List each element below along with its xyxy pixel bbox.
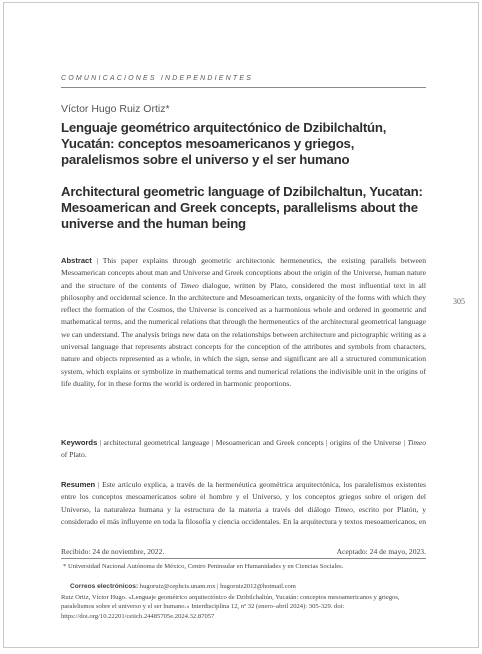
keywords-text-end: of Plato. (61, 450, 87, 460)
abstract-label: Abstract (61, 256, 92, 265)
resumen-text: | Este artículo explica, a través de la hermenéutica geométrica arquitectónica, los paralelismos existentes entre los conceptos mesoamericanos sobre el hombre y el Universo, y los conceptos griegos sobre el origen del Universo, la naturaleza humana y la estructura de la materia a través del diálogo (61, 480, 426, 514)
title-spanish: Lenguaje geométrico arquitectónico de Dzibilchaltún, Yucatán: conceptos mesoamericanos y griegos, paralelismos sobre el universo y el ser humano (61, 120, 387, 167)
email-text[interactable]: hugoruiz@cephcis.unam.mx | hugoruiz2012@hotmail.com (138, 583, 296, 590)
section-label: COMUNICACIONES INDEPENDIENTES (61, 75, 254, 82)
received-date: Recibido: 24 de noviembre, 2022. (61, 547, 165, 556)
keywords-text: | architectural geometrical language | Mesoamerican and Greek concepts | origins of the Universe | (97, 438, 408, 447)
title-english: Architectural geometric language of Dzibilchaltun, Yucatan: Mesoamerican and Greek concepts, parallelisms about the universe and the human being (61, 184, 423, 231)
dates-row (61, 547, 426, 556)
footnote-affiliation: * Universidad Nacional Autónoma de México, Centro Peninsular en Humanidades y en Ciencias Sociales. (63, 563, 344, 570)
keywords-label: Keywords (61, 438, 98, 447)
page-number: 305 (453, 297, 465, 306)
footnote-rule (61, 558, 426, 559)
resumen-text-end: , escrito por Platón, y considerado el más influyente en toda la filosofía y ciencia occidentales. En la arquitectura y textos mesoamericanos, en (61, 504, 426, 526)
abstract-text-end: dialogue, written by Plato, considered the most influential text in all philosophy and occidental science. In the architecture and Mesoamerican texts, organicity of the forms with which they reflect the formation of the Cosmos, the Universe is conceived as a harmonious whole and ordered in geometric and mathematical terms, and the numerical relations that through the hermeneutics of the architectural geometrical language we can understand. The analysis brings new data on the relationships between architecture and pictographic writing as a universal language that represents abstract concepts for the conception of the attributes and symbols from characters, nature and objects represented as a whole, in which the sign, sense and significant are all a structured communication system, which explains or symbolize in mathematical terms and numerical relations the indivisible unit in the origins of life duality, for in these forms the world is ordered in harmonic proportions. (61, 280, 426, 388)
keywords-italic: Timeo (407, 438, 426, 447)
header-rule (61, 87, 426, 88)
accepted-date: Aceptado: 24 de mayo, 2023. (336, 547, 426, 556)
abstract-paragraph (61, 255, 426, 390)
resumen-paragraph (61, 479, 426, 528)
resumen-label: Resumen (61, 480, 96, 489)
abstract-text: | This paper explains through geometric architectonic hermeneutics, the existing parallels between Mesoamerican concepts about man and Universe and Greek conceptions about the origin of the Universe, human nature and the structure of the contents of (61, 256, 426, 290)
email-label: Correos electrónicos: (70, 583, 139, 590)
abstract-italic: Timeo (180, 280, 199, 290)
journal-page (3, 2, 479, 648)
author-name: Víctor Hugo Ruiz Ortiz* (61, 103, 170, 115)
resumen-italic: Timeo (334, 504, 353, 514)
footnote-emails (70, 582, 426, 591)
keywords-paragraph (61, 437, 426, 462)
citation-text: Ruiz Ortiz, Víctor Hugo. «Lenguaje geométrico arquitectónico de Dzibilchaltún, Yucatán: conceptos mesoamericanos y griegos, paralelismos sobre el universo y el ser humano.» Interdisciplina 12, nº 32 (enero–abril 2024): 305-329. doi: https://doi.org/10.22201/ceiich.24485705e.2024.32.87057 (61, 594, 400, 620)
